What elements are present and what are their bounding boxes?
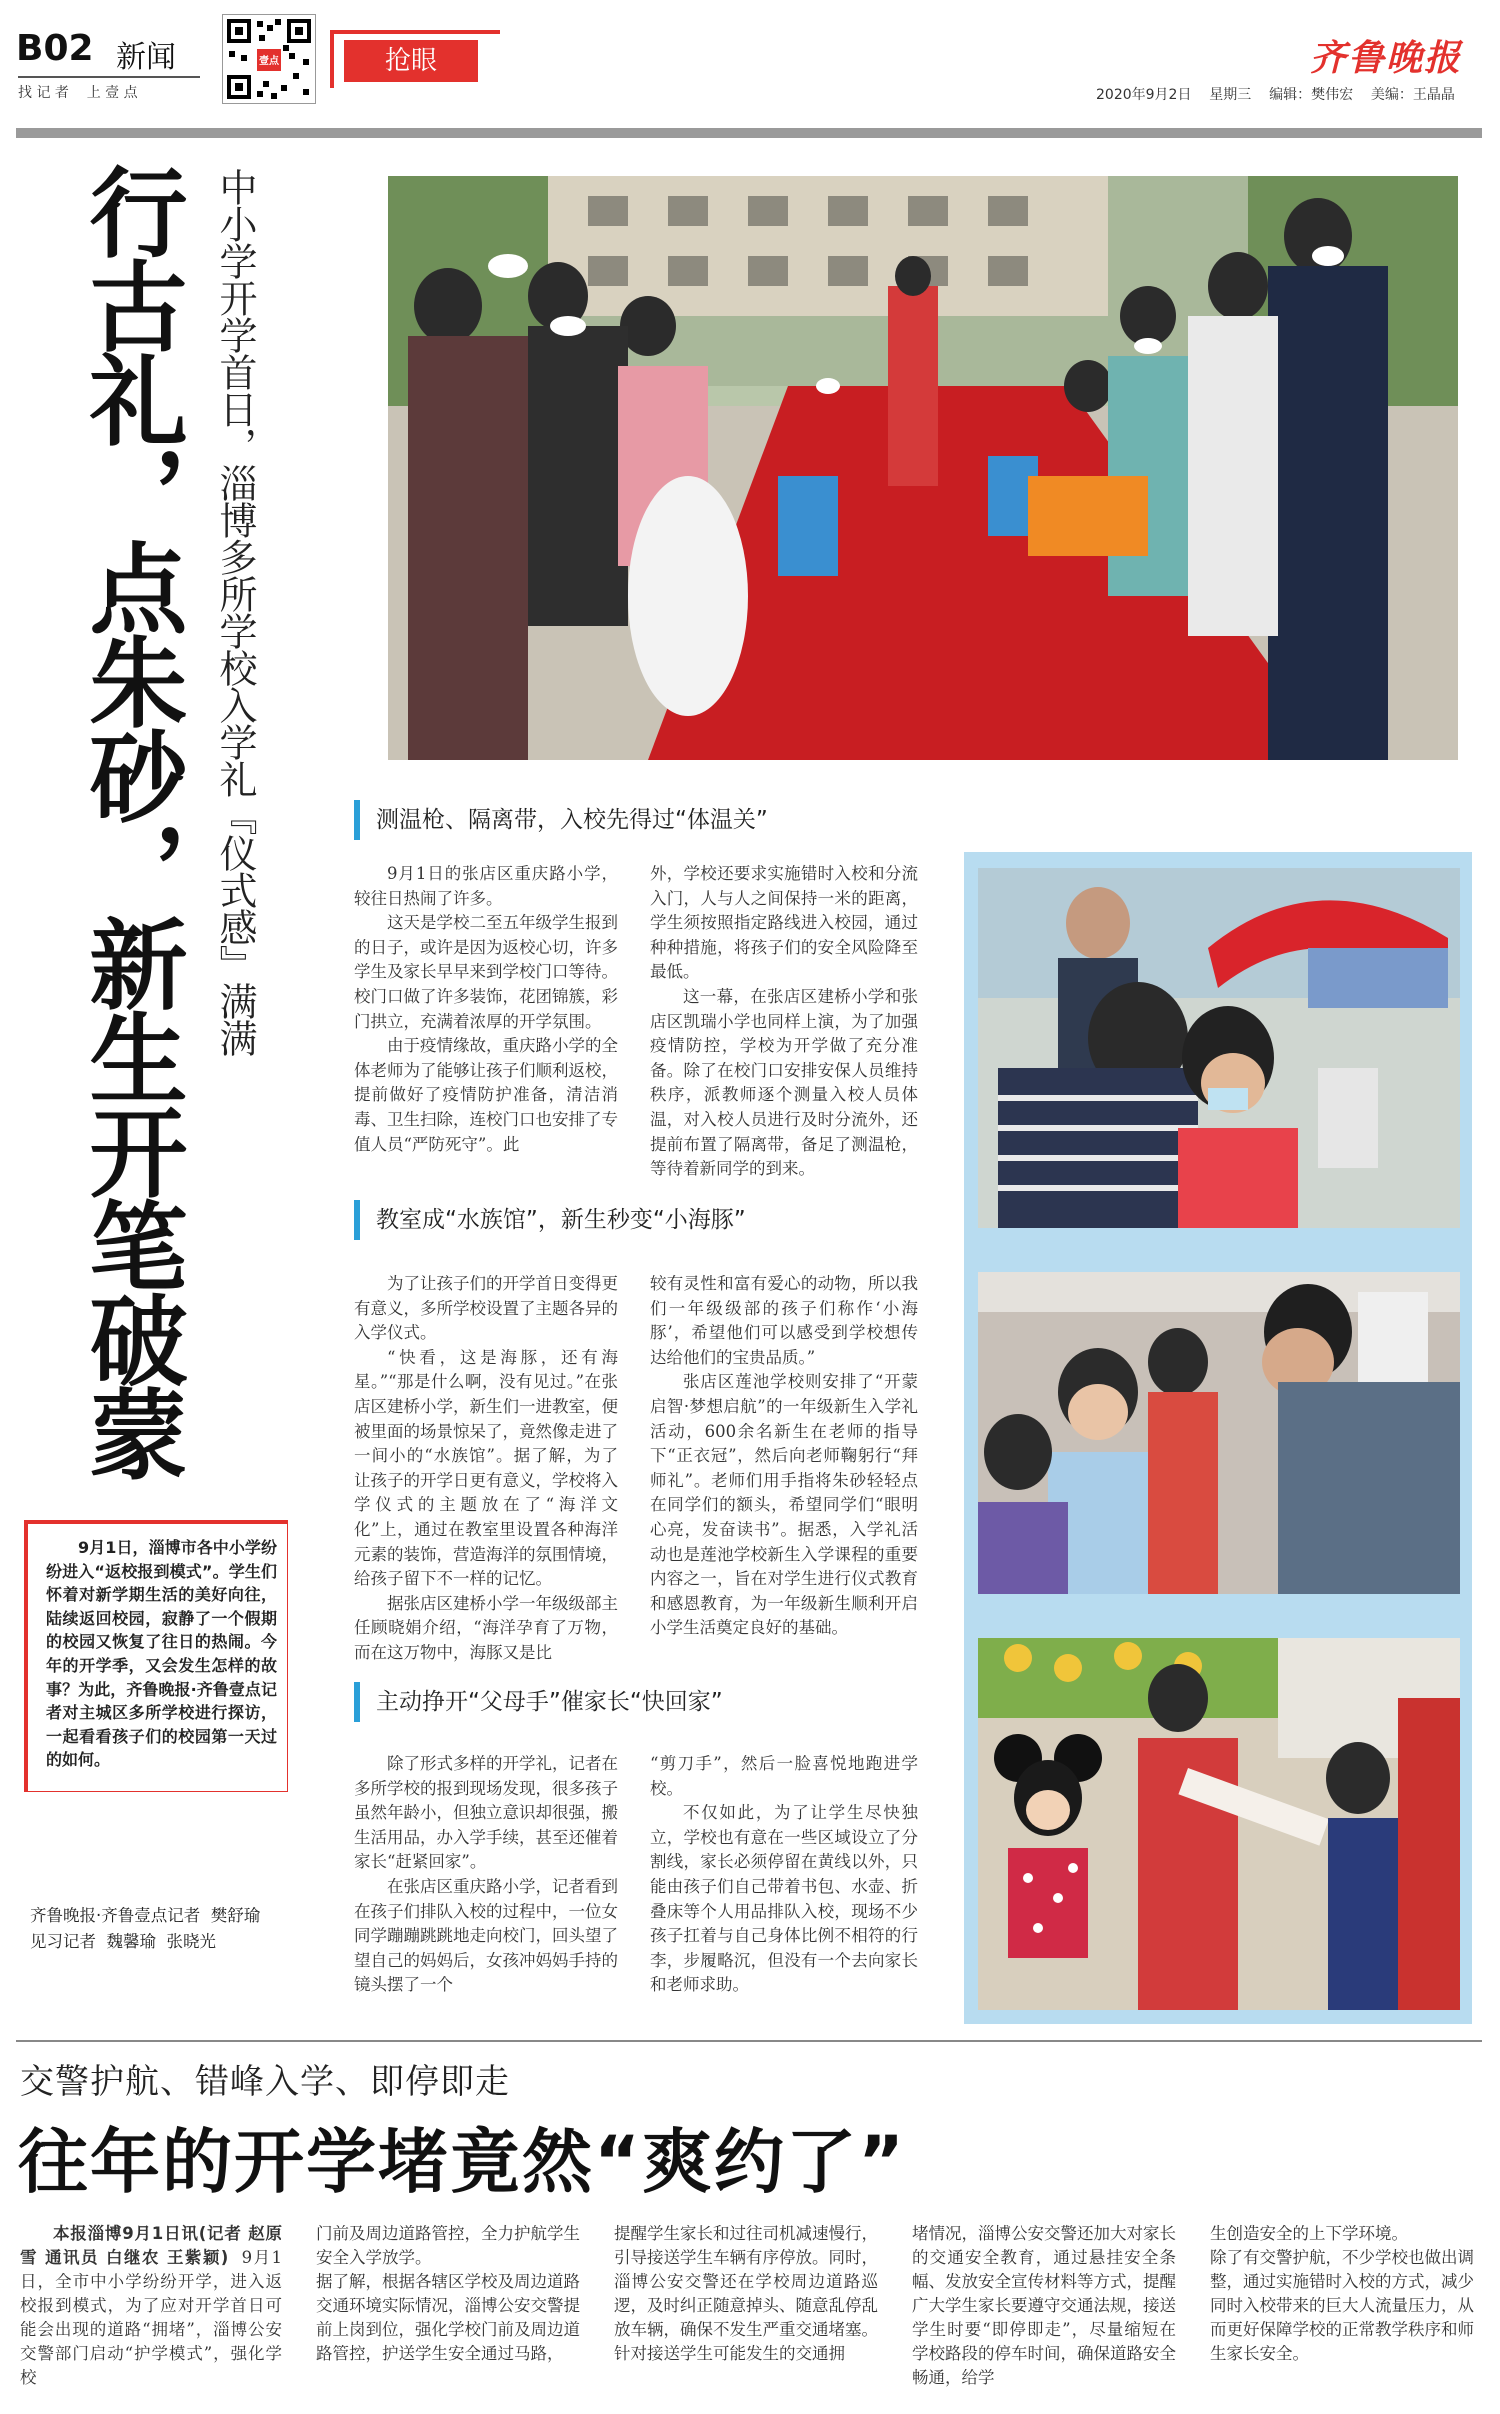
main-deck: 中小学开学首日，淄博多所学校入学礼『仪式感』满满 — [213, 168, 257, 1056]
newspaper-logo: 齐鲁晚报 — [1310, 37, 1463, 79]
second-col-2: 门前及周边道路管控，全力护航学生安全入学放学。 据了解，根据各辖区学校及周边道路交通环境实际情况，淄博公安交警提前上岗到位，强化学校门前及周边道路管控，护送学生安全通过马路， — [316, 2224, 580, 2363]
byline-2: 见习记者 魏馨瑜 张晓光 — [30, 1932, 216, 1951]
section-1-col-1 — [354, 862, 618, 1157]
paragraph: “快看，这是海豚，还有海星。”“那是什么啊，没有见过。”在张店区建桥小学，新生们一进教室，便被里面的场景惊呆了，竟然像走进了一间小的“水族馆”。据了解，为了让孩子的开学日更有意义，学校将入学仪式的主题放在了“海洋文化”上，通过在教室里设置各种海洋元素的装饰，营造海洋的氛围情境，给孩子留下不一样的记忆。 — [354, 1347, 618, 1589]
paragraph: “剪刀手”，然后一脸喜悦地跑进学校。 — [650, 1754, 918, 1798]
entrance-ceremony-photo[interactable] — [388, 176, 1458, 760]
header-rule — [18, 76, 200, 78]
mascot-welcome-image — [978, 1638, 1460, 2010]
paragraph: 除了形式多样的开学礼，记者在多所学校的报到现场发现，很多孩子虽然年龄小，但独立意识却很强，搬生活用品，办入学手续，甚至还催着家长“赶紧回家”。 — [354, 1754, 618, 1872]
entrance-ceremony-image — [388, 176, 1458, 760]
second-col-1 — [20, 2222, 282, 2390]
second-kicker: 交警护航、错峰入学、即停即走 — [20, 2062, 510, 2102]
qr-label: 壹点 — [259, 56, 279, 67]
paragraph: 由于疫情缘故，重庆路小学的全体老师为了能够让孩子们顺利返校，提前做好了疫情防护准备，清洁消毒、卫生扫除，连校门口也安排了专值人员“严防死守”。此 — [354, 1036, 618, 1154]
paragraph: 张店区莲池学校则安排了“开蒙启智·梦想启航”的一年级新生入学礼活动，600余名新生在老师的指导下“正衣冠”，然后向老师鞠躬行“拜师礼”。老师们用手指将朱砂轻轻点在同学们的额头，希望同学们“眼明心亮，发奋读书”。据悉，入学礼活动也是莲池学校新生入学课程的重要内容之一，旨在对学生进行仪式教育和感恩教育，为一年级新生顺利开启小学生活奠定良好的基础。 — [650, 1372, 918, 1638]
paragraph: 不仅如此，为了让学生尽快独立，学校也有意在一些区域设立了分割线，家长必须停留在黄线以外，只能由孩子们自己带着书包、水壶、折叠床等个人用品排队入校，现场不少孩子扛着与自己身体比例不相符的行李，步履略沉，但没有一个去向家长和老师求助。 — [650, 1803, 918, 1995]
paragraph: 这天是学校二至五年级学生报到的日子，或许是因为返校心切，许多学生及家长早早来到学校门口等待。校门口做了许多装饰，花团锦簇，彩门拱立，充满着浓厚的开学氛围。 — [354, 913, 618, 1031]
header-meta — [1096, 84, 1455, 104]
section-2-col-1 — [354, 1272, 618, 1666]
issue-weekday: 星期三 — [1209, 87, 1252, 103]
main-headline: 行古礼，点朱砂，新生开笔破蒙 — [73, 162, 187, 1478]
paragraph: 这一幕，在张店区建桥小学和张店区凯瑞小学也同样上演，为了加强疫情防控，学校为开学做了充分准备。除了在校门口安排安保人员维持秩序，派教师逐个测量入校人员体温，对入校人员进行及时分流外，还提前布置了隔离带，备足了测温枪，等待着新同学的到来。 — [650, 986, 918, 1179]
section-divider — [16, 2040, 1482, 2042]
paragraph: 为了让孩子们的开学首日变得更有意义，多所学校设置了主题各异的入学仪式。 — [354, 1274, 618, 1343]
paragraph — [20, 2222, 282, 2390]
section-3-col-2 — [650, 1752, 918, 1998]
temperature-check-photo[interactable] — [978, 868, 1460, 1228]
second-headline: 往年的开学堵竟然“爽约了” — [18, 2121, 907, 2203]
qr-code[interactable] — [222, 14, 316, 104]
cinnabar-dot-image — [978, 1272, 1460, 1594]
section-3-col-1 — [354, 1752, 618, 1998]
mascot-welcome-photo[interactable] — [978, 1638, 1460, 2010]
header-slogan: 找 记 者 上 壹 点 — [18, 85, 138, 101]
paragraph: 在张店区重庆路小学，记者看到在孩子们排队入校的过程中，一位女同学蹦蹦跳跳地走向校门，回头望了望自己的妈妈后，女孩冲妈妈手持的镜头摆了一个 — [354, 1876, 618, 1995]
intro-text: 9月1日，淄博市各中小学纷纷进入“返校报到模式”。学生们怀着对新学期生活的美好向往，陆续返回校园，寂静了一个假期的校园又恢复了往日的热闹。今年的开学季，又会发生怎样的故事？为此，齐鲁晚报·齐鲁壹点记者对主城区多所学校进行探访，一起看看孩子们的校园第一天过的如何。 — [46, 1538, 277, 1770]
temperature-check-image — [978, 868, 1460, 1228]
section-1-col-2 — [650, 862, 918, 1182]
header-bar — [16, 128, 1482, 138]
column-tag — [330, 30, 500, 88]
section-name: 新闻 — [116, 40, 176, 75]
page-number: B02 — [16, 28, 94, 69]
section-heading-1: 测温枪、隔离带，入校先得过“体温关” — [354, 800, 914, 840]
second-col-5: 生创造安全的上下学环境。 除了有交警护航，不少学校也做出调整，通过实施错时入校的方式，减少同时入校带来的巨大人流量压力，从而更好保障学校的正常教学秩序和师生家长安全。 — [1210, 2224, 1474, 2363]
paragraph: 外，学校还要求实施错时入校和分流入门，人与人之间保持一米的距离，学生须按照指定路线进入校园，通过种种措施，将孩子们的安全风险降至最低。 — [650, 864, 918, 982]
editor-credit: 编辑：樊伟宏 — [1269, 87, 1354, 103]
column-tag-label: 抢眼 — [344, 40, 478, 82]
designer-credit: 美编：王晶晶 — [1370, 87, 1455, 103]
section-2-col-2 — [650, 1272, 918, 1641]
byline-1: 齐鲁晚报·齐鲁壹点记者 樊舒瑜 — [30, 1906, 261, 1925]
second-col-3: 提醒学生家长和过往司机减速慢行，引导接送学生车辆有序停放。同时，淄博公安交警还在学校周边道路巡逻，及时纠正随意掉头、随意乱停乱放车辆，确保不发生严重交通堵塞。针对接送学生可能发生的交通拥 — [614, 2224, 878, 2363]
paragraph: 据张店区建桥小学一年级级部主任顾晓娟介绍，“海洋孕育了万物，而在这万物中，海豚又是比 — [354, 1593, 618, 1662]
cinnabar-dot-photo[interactable] — [978, 1272, 1460, 1594]
lead-dateline: 本报淄博9月1日讯(记者 赵原雪 通讯员 白继农 王紫颖) — [20, 2224, 282, 2267]
intro-box — [24, 1520, 288, 1792]
section-heading-3: 主动挣开“父母手”催家长“快回家” — [354, 1682, 914, 1722]
issue-date: 2020年9月2日 — [1096, 87, 1192, 103]
paragraph: 9月1日的张店区重庆路小学，较往日热闹了许多。 — [354, 864, 618, 908]
lead-text: 9月1日，全市中小学纷纷开学，进入返校报到模式，为了应对开学首日可能会出现的道路“拥堵”，淄博公安交警部门启动“护学模式”，强化学校 — [20, 2248, 282, 2387]
second-col-4: 堵情况，淄博公安交警还加大对家长的交通安全教育，通过悬挂安全条幅、发放安全宣传材料等方式，提醒广大学生家长要遵守交通法规，接送学生时要“即停即走”，尽量缩短在学校路段的停车时间，确保道路安全畅通，给学 — [912, 2224, 1176, 2387]
paragraph: 较有灵性和富有爱心的动物，所以我们一年级级部的孩子们称作‘小海豚’，希望他们可以感受到学校想传达给他们的宝贵品质。” — [650, 1274, 918, 1367]
section-heading-2: 教室成“水族馆”，新生秒变“小海豚” — [354, 1200, 914, 1240]
